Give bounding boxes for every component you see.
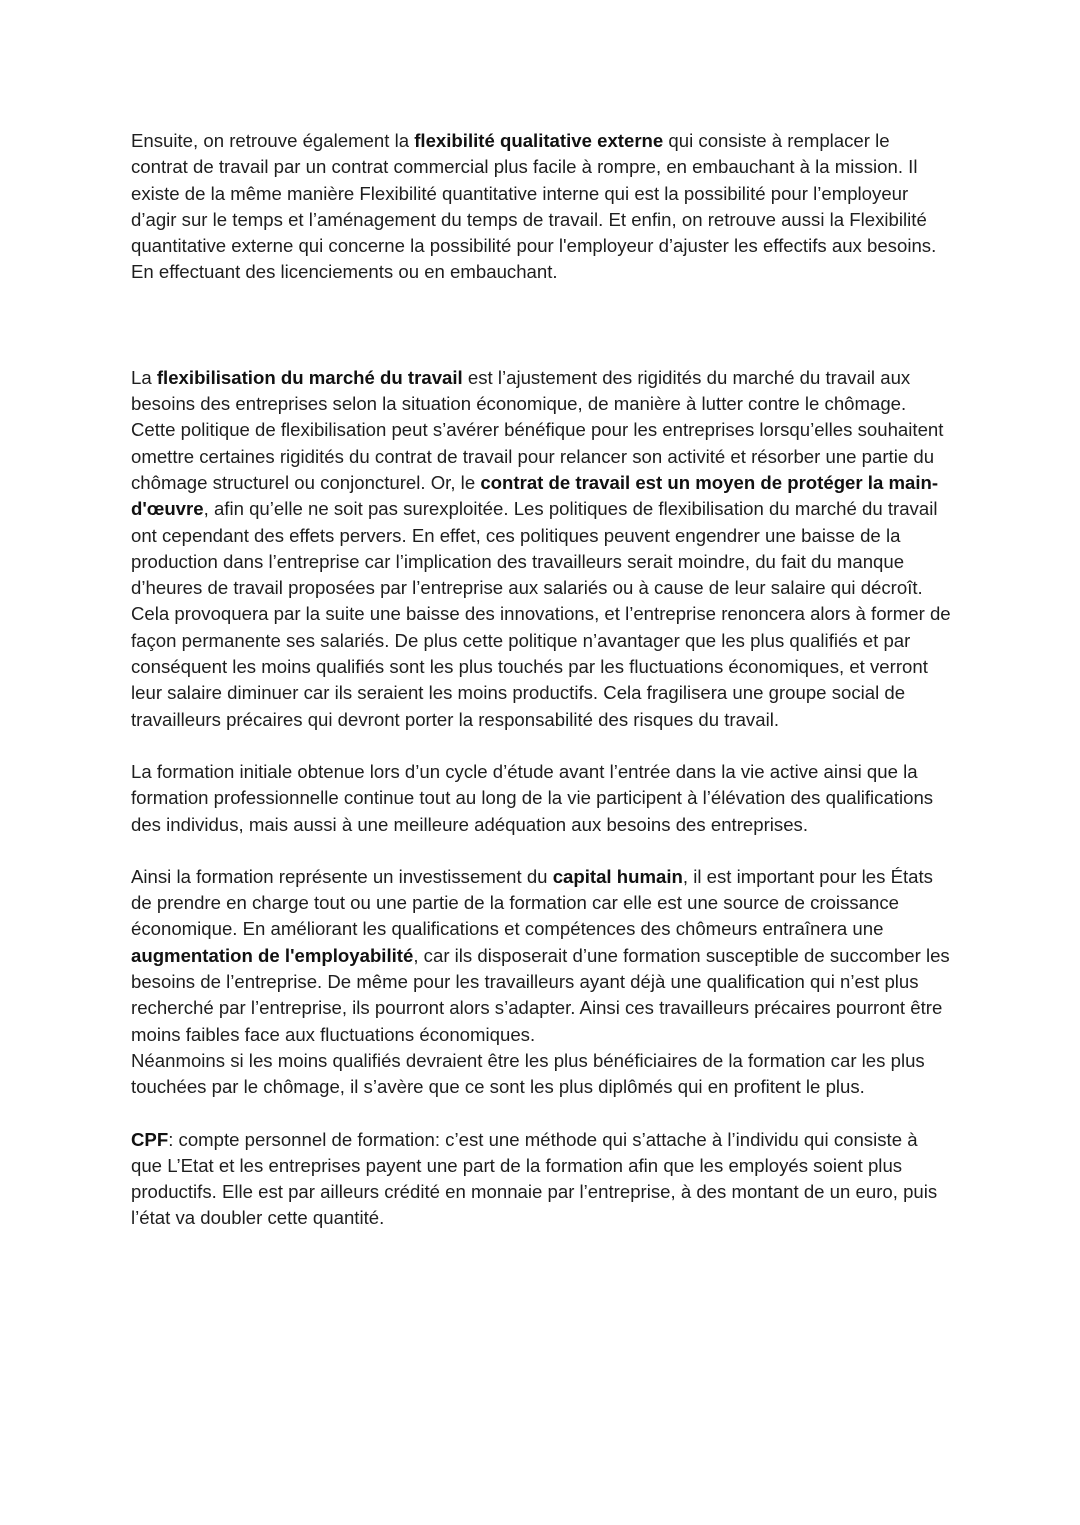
- paragraph-spacer: [131, 838, 951, 864]
- paragraph-spacer: [131, 1101, 951, 1127]
- paragraph-neanmoins: [131, 1048, 951, 1101]
- paragraph-flexibilite-types: [131, 128, 951, 286]
- paragraph-spacer: [131, 733, 951, 759]
- text-run: La: [131, 366, 157, 388]
- text-run: La formation initiale obtenue lors d’un cycle d’étude avant l’entrée dans la vie active ainsi que la formation professionnelle continue tout au long de la vie participent à l’élévation des qualifications des individus, mais aussi à une meilleure adéquation aux besoins des entreprises.: [131, 760, 934, 835]
- bold-term: flexibilisation du marché du travail: [156, 366, 463, 388]
- text-run: Ainsi la formation représente un investissement du: [131, 865, 553, 887]
- paragraph-spacer: [131, 286, 951, 365]
- bold-term: CPF: [131, 1128, 169, 1150]
- text-run: est l’ajustement des rigidités du marché du travail aux besoins des entreprises selon la situation économique, de manière à lutter contre le chômage. Cette politique de flexibilisation peut s’avérer bénéfique pour les entreprises lorsqu’elles souhaitent omettre certaines rigidités du contrat de travail pour relancer son activité et résorber une partie du chômage structurel ou conjoncturel. Or, le: [131, 366, 944, 493]
- text-run: , afin qu’elle ne soit pas surexploitée. Les politiques de flexibilisation du marché du travail ont cependant des effets pervers. En effet, ces politiques peuvent engendrer une baisse de la production dans l’entreprise car l’implication des travailleurs serait moindre, du fait du manque d’heures de travail proposées par l’entreprise aux salariés ou à cause de leur salaire qui décroît. Cela provoquera par la suite une baisse des innovations, et l’entreprise renoncera alors à former de façon permanente ses salariés. De plus cette politique n’avantager que les plus qualifiés et par conséquent les moins qualifiés sont les plus touchés par les fluctuations économiques, et verront leur salaire diminuer car ils seraient les moins productifs. Cela fragilisera une groupe social de travailleurs précaires qui devront porter la responsabilité des risques du travail.: [131, 498, 951, 730]
- text-run: Ensuite, on retrouve également la: [131, 130, 415, 151]
- text-run: Néanmoins si les moins qualifiés devraient être les plus bénéficiaires de la formation car les plus touchées par le chômage, il s’avère que ce sont les plus diplômés qui en profitent le plus.: [131, 1049, 925, 1098]
- document-page: [131, 128, 951, 1232]
- bold-term: augmentation de l'employabilité: [131, 944, 414, 966]
- paragraph-capital-humain: [131, 864, 951, 1048]
- bold-term: flexibilité qualitative externe: [414, 130, 664, 151]
- bold-term: capital humain: [552, 865, 683, 887]
- text-run: qui consiste à remplacer le contrat de travail par un contrat commercial plus facile à rompre, en embauchant à la mission. Il existe de la même manière Flexibilité quantitative interne qui est la possibilité pour l’employeur d’agir sur le temps et l’aménagement du temps de travail. Et enfin, on retrouve aussi la Flexibilité quantitative externe qui concerne la possibilité pour l'employeur d’ajuster les effectifs aux besoins. En effectuant des licenciements ou en embauchant.: [131, 130, 937, 283]
- paragraph-formation-initiale: [131, 759, 951, 838]
- text-run: : compte personnel de formation: c’est une méthode qui s’attache à l’individu qui consiste à que L’Etat et les entreprises payent une part de la formation afin que les employés soient plus productifs. Elle est par ailleurs crédité en monnaie par l’entreprise, à des montant de un euro, puis l’état va doubler cette quantité.: [131, 1128, 938, 1229]
- paragraph-flexibilisation: [131, 365, 951, 733]
- paragraph-cpf: [131, 1127, 951, 1232]
- text-run: , il est important pour les États de prendre en charge tout ou une partie de la formation car elle est une source de croissance économique. En améliorant les qualifications et compétences des chômeurs entraînera une: [131, 865, 933, 940]
- bold-term: contrat de travail est un moyen de protéger la main-d'œuvre: [131, 471, 939, 520]
- text-run: , car ils disposerait d’une formation susceptible de succomber les besoins de l’entreprise. De même pour les travailleurs ayant déjà une qualification qui n’est plus recherché par l’entreprise, ils pourront alors s’adapter. Ainsi ces travailleurs précaires pourront être moins faibles face aux fluctuations économiques.: [131, 944, 950, 1045]
